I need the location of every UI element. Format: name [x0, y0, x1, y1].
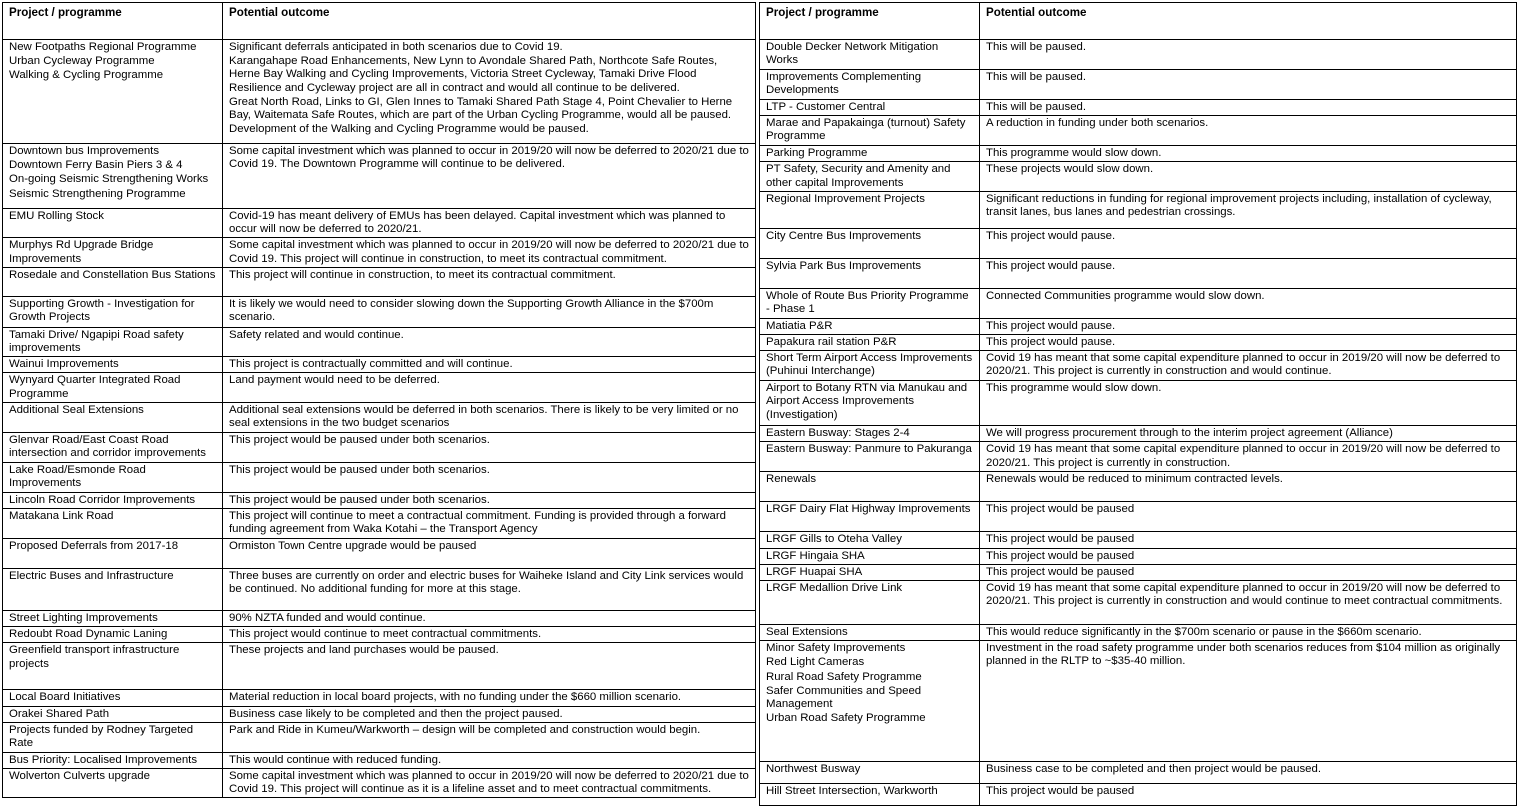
right-table — [759, 2, 1517, 806]
table-row — [760, 564, 1517, 580]
outcome-cell — [980, 641, 1517, 762]
project-name: On-going Seismic Strengthening Works — [9, 173, 209, 186]
outcome-cell — [223, 209, 756, 238]
table-row — [3, 752, 756, 768]
outcome-text: Land payment would need to be deferred. — [229, 374, 440, 387]
project-name: Electric Buses and Infrastructure — [9, 570, 174, 583]
outcome-text: Covid 19 has meant that some capital expenditure planned to occur in 2019/20 will now be deferred to 2020/21. This project is currently in construction and would continue. — [986, 352, 1501, 378]
table-row — [3, 357, 756, 373]
outcome-cell — [980, 146, 1517, 162]
project-cell — [3, 40, 223, 144]
table-row — [760, 335, 1517, 351]
project-name: Walking & Cycling Programme — [9, 69, 164, 82]
outcome-cell — [980, 191, 1517, 228]
project-cell — [760, 191, 980, 228]
table-row — [3, 267, 756, 296]
project-name: Rosedale and Constellation Bus Stations — [9, 268, 216, 281]
project-name: Parking Programme — [766, 147, 868, 160]
outcome-cell — [980, 116, 1517, 146]
project-cell — [3, 569, 223, 611]
project-cell — [3, 690, 223, 706]
project-cell — [760, 581, 980, 625]
outcome-cell — [980, 502, 1517, 532]
table-row — [760, 351, 1517, 381]
outcome-text: A reduction in funding under both scenarios. — [986, 117, 1209, 130]
outcome-text: Covid 19 has meant that some capital expenditure planned to occur in 2019/20 will now be deferred to 2020/21. This project is currently in construction. — [986, 443, 1501, 469]
outcome-cell — [223, 569, 756, 611]
outcome-text: Renewals would be reduced to minimum contracted levels. — [986, 473, 1283, 486]
project-cell — [3, 539, 223, 569]
project-name: Short Term Airport Access Improvements (Puhinui Interchange) — [766, 352, 973, 378]
table-row — [760, 70, 1517, 100]
project-cell — [760, 116, 980, 146]
project-name: Supporting Growth - Investigation for Growth Projects — [9, 297, 195, 324]
outcome-text: Development of the Walking and Cycling Programme would be paused. — [229, 123, 589, 136]
outcome-text: 90% NZTA funded and would continue. — [229, 612, 426, 625]
project-name: LRGF Medallion Drive Link — [766, 582, 903, 595]
project-name: Lincoln Road Corridor Improvements — [9, 493, 196, 506]
project-name: Eastern Busway: Stages 2-4 — [766, 427, 910, 440]
project-name: Additional Seal Extensions — [9, 403, 144, 416]
project-name: Improvements Complementing Developments — [766, 71, 922, 97]
project-cell — [760, 502, 980, 532]
project-name: Murphys Rd Upgrade Bridge Improvements — [9, 239, 154, 265]
project-cell — [760, 472, 980, 502]
outcome-cell — [223, 144, 756, 209]
outcome-text: Covid 19 has meant that some capital expenditure planned to occur in 2019/20 will now be deferred to 2020/21. This project is currently in construction and would continue to meet contractual commitments. — [986, 582, 1503, 608]
outcome-text: Investment in the road safety programme under both scenarios reduces from $104 million as originally planned in the RLTP to ~$35-40 million. — [986, 642, 1501, 668]
outcome-cell — [223, 752, 756, 768]
project-cell — [760, 70, 980, 100]
outcome-text: This project would pause. — [986, 336, 1116, 349]
project-name: Whole of Route Bus Priority Programme - Phase 1 — [766, 289, 969, 316]
project-name: LTP - Customer Central — [766, 101, 886, 113]
outcome-cell — [223, 40, 756, 144]
project-name: Downtown bus Improvements — [9, 145, 160, 157]
outcome-text: Additional seal extensions would be deferred in both scenarios. There is likely to be very limited or no seal extensions in the two budget scenarios — [229, 403, 739, 430]
project-name: Projects funded by Rodney Targeted Rate — [9, 723, 194, 750]
project-name: Double Decker Network Mitigation Works — [766, 41, 939, 67]
project-name: Bus Priority: Localised Improvements — [9, 753, 198, 766]
header-project: Project / programme — [760, 3, 980, 40]
outcome-cell — [223, 539, 756, 569]
outcome-cell — [223, 267, 756, 296]
outcome-text: This will be paused. — [986, 41, 1087, 53]
outcome-cell — [980, 762, 1517, 784]
project-name: Eastern Busway: Panmure to Pakuranga — [766, 443, 972, 456]
outcome-cell — [980, 258, 1517, 288]
project-name: Marae and Papakainga (turnout) Safety Programme — [766, 117, 966, 143]
project-cell — [760, 162, 980, 191]
project-name: Proposed Deferrals from 2017-18 — [9, 540, 179, 553]
outcome-cell — [223, 643, 756, 690]
project-name: EMU Rolling Stock — [9, 210, 104, 222]
header-row — [3, 3, 756, 40]
table-row — [3, 706, 756, 722]
outcome-text: Great North Road, Links to GI, Glen Innes to Tamaki Shared Path Stage 4, Point Chevalier to Herne Bay, Waitemata Safe Routes, which are part of the Urban Cycling Programme, would all be paused. — [229, 95, 733, 122]
table-row — [3, 627, 756, 643]
project-name: Orakei Shared Path — [9, 707, 110, 720]
outcome-text: This project would pause. — [986, 229, 1116, 242]
outcome-text: Business case likely to be completed and then the project paused. — [229, 707, 563, 720]
outcome-cell — [980, 625, 1517, 641]
project-name: Wynyard Quarter Integrated Road Programme — [9, 374, 181, 400]
outcome-text: This project will continue in construction, to meet its contractual commitment. — [229, 268, 616, 281]
outcome-text: Some capital investment which was planned to occur in 2019/20 will now be deferred to 2020/21 due to Covid 19. The Downtown Programme will continue to be delivered. — [229, 145, 749, 171]
project-name: Redoubt Road Dynamic Laning — [9, 628, 168, 641]
outcome-cell — [980, 228, 1517, 258]
table-row — [760, 228, 1517, 258]
project-name: New Footpaths Regional Programme — [9, 41, 197, 53]
outcome-text: This will be paused. — [986, 71, 1087, 83]
outcome-cell — [223, 706, 756, 722]
project-cell — [760, 100, 980, 116]
outcome-text: Some capital investment which was planned to occur in 2019/20 will now be deferred to 2020/21 due to Covid 19. This project will continue as it is a lifeline asset and to meet contractual commitments. — [229, 770, 749, 796]
project-cell — [3, 611, 223, 627]
project-name: Local Board Initiatives — [9, 691, 121, 704]
outcome-cell — [223, 492, 756, 508]
table-row — [760, 625, 1517, 641]
outcome-text: It is likely we would need to consider slowing down the Supporting Growth Alliance in the $700m scenario. — [229, 297, 714, 324]
project-cell — [3, 769, 223, 798]
outcome-text: This project is contractually committed and will continue. — [229, 358, 513, 371]
project-cell — [3, 706, 223, 722]
outcome-text: This programme would slow down. — [986, 147, 1162, 160]
project-name: Urban Road Safety Programme — [766, 712, 926, 725]
outcome-cell — [980, 472, 1517, 502]
table-row — [760, 784, 1517, 806]
outcome-text: This project will continue to meet a contractual commitment. Funding is provided through a forward funding agreement from Waka Kotahi – the Transport Agency — [229, 510, 726, 536]
project-cell — [3, 492, 223, 508]
outcome-text: This project would be paused — [986, 503, 1135, 516]
outcome-cell — [980, 351, 1517, 381]
outcome-cell — [980, 564, 1517, 580]
outcome-text: Connected Communities programme would slow down. — [986, 289, 1265, 302]
project-name: Matiatia P&R — [766, 319, 833, 332]
project-name: Glenvar Road/East Coast Road intersection and corridor improvements — [9, 433, 206, 460]
table-row — [760, 641, 1517, 762]
project-name: Urban Cycleway Programme — [9, 55, 155, 68]
outcome-cell — [980, 318, 1517, 334]
project-name: Regional Improvement Projects — [766, 192, 925, 205]
outcome-text: Karangahape Road Enhancements, New Lynn to Avondale Shared Path, Northcote Safe Routes, Herne Bay Walking and Cycling Improvements, Victoria Street Cycleway, Tamaki Drive Flood Resilience and Cycleway project are all in contract and would all continue to be delivered. — [229, 55, 718, 94]
table-row — [3, 611, 756, 627]
outcome-cell — [223, 373, 756, 402]
outcome-text: This project would be paused under both scenarios. — [229, 463, 490, 476]
outcome-text: Material reduction in local board projects, with no funding under the $660 million scenario. — [229, 691, 682, 704]
outcome-cell — [223, 357, 756, 373]
project-cell — [3, 462, 223, 492]
outcome-text: This would reduce significantly in the $700m scenario or pause in the $660m scenario. — [986, 626, 1422, 639]
outcome-cell — [980, 381, 1517, 426]
outcome-text: This project would be paused — [986, 785, 1135, 798]
project-name: Papakura rail station P&R — [766, 336, 897, 349]
outcome-cell — [980, 335, 1517, 351]
table-row — [760, 116, 1517, 146]
header-project: Project / programme — [3, 3, 223, 40]
table-row — [3, 690, 756, 706]
outcome-cell — [223, 327, 756, 356]
table-row — [3, 402, 756, 432]
table-row — [3, 492, 756, 508]
project-name: Hill Street Intersection, Warkworth — [766, 785, 938, 798]
outcome-cell — [980, 162, 1517, 191]
outcome-text: This project would continue to meet contractual commitments. — [229, 628, 542, 641]
project-cell — [3, 402, 223, 432]
project-cell — [3, 373, 223, 402]
outcome-text: Significant reductions in funding for regional improvement projects including, installation of cycleway, transit lanes, bus lanes and pedestrian crossings. — [986, 192, 1492, 219]
project-name: Matakana Link Road — [9, 510, 114, 523]
project-cell — [760, 548, 980, 564]
project-cell — [760, 146, 980, 162]
project-name: LRGF Hingaia SHA — [766, 549, 865, 562]
project-cell — [3, 752, 223, 768]
project-cell — [3, 432, 223, 462]
table-row — [760, 258, 1517, 288]
outcome-text: This project would be paused under both scenarios. — [229, 433, 490, 446]
project-name: Northwest Busway — [766, 763, 861, 776]
project-name: Greenfield transport infrastructure projects — [9, 644, 180, 670]
outcome-text: This will be paused. — [986, 101, 1087, 113]
outcome-cell — [223, 432, 756, 462]
project-cell — [3, 627, 223, 643]
project-name: PT Safety, Security and Amenity and other capital Improvements — [766, 163, 951, 189]
outcome-text: Covid-19 has meant delivery of EMUs has been delayed. Capital investment which was planned to occur will now be deferred to 2020/21. — [229, 210, 726, 236]
outcome-cell — [980, 100, 1517, 116]
header-outcome: Potential outcome — [223, 3, 756, 40]
project-name: LRGF Huapai SHA — [766, 565, 863, 578]
project-cell — [3, 296, 223, 327]
outcome-cell — [223, 722, 756, 752]
project-cell — [3, 209, 223, 238]
project-cell — [3, 509, 223, 539]
project-cell — [3, 722, 223, 752]
project-cell — [760, 228, 980, 258]
outcome-cell — [980, 581, 1517, 625]
table-row — [760, 162, 1517, 191]
table-row — [3, 643, 756, 690]
outcome-cell — [223, 296, 756, 327]
table-row — [760, 426, 1517, 442]
outcome-text: This project would pause. — [986, 319, 1116, 332]
project-name: Renewals — [766, 473, 817, 486]
outcome-text: These projects would slow down. — [986, 163, 1154, 176]
table-row — [3, 722, 756, 752]
project-name: Wolverton Culverts upgrade — [9, 770, 150, 783]
table-row — [3, 238, 756, 267]
project-cell — [3, 643, 223, 690]
table-row — [760, 318, 1517, 334]
table-row — [760, 548, 1517, 564]
project-cell — [760, 288, 980, 318]
outcome-text: This project would be paused under both scenarios. — [229, 493, 490, 506]
table-row — [3, 296, 756, 327]
table-row — [760, 502, 1517, 532]
outcome-cell — [980, 442, 1517, 472]
project-cell — [760, 641, 980, 762]
project-cell — [760, 426, 980, 442]
table-row — [760, 581, 1517, 625]
project-cell — [3, 144, 223, 209]
project-cell — [760, 351, 980, 381]
outcome-text: This programme would slow down. — [986, 382, 1162, 395]
project-cell — [760, 335, 980, 351]
project-name: Street Lighting Improvements — [9, 612, 158, 625]
table-row — [760, 381, 1517, 426]
project-name: Sylvia Park Bus Improvements — [766, 259, 922, 272]
project-name: Tamaki Drive/ Ngapipi Road safety improvements — [9, 328, 184, 355]
outcome-text: Three buses are currently on order and electric buses for Waiheke Island and City Link services would be continued. No additional funding for more at this stage. — [229, 570, 744, 596]
outcome-text: This project would be paused — [986, 565, 1135, 578]
project-name: Safer Communities and Speed Management — [766, 684, 922, 711]
outcome-cell — [223, 402, 756, 432]
outcome-text: Ormiston Town Centre upgrade would be paused — [229, 540, 477, 553]
left-table — [2, 2, 756, 798]
outcome-cell — [980, 288, 1517, 318]
project-name: Downtown Ferry Basin Piers 3 & 4 — [9, 159, 183, 172]
outcome-cell — [223, 611, 756, 627]
project-cell — [3, 238, 223, 267]
table-row — [3, 432, 756, 462]
outcome-cell — [223, 238, 756, 267]
table-row — [3, 462, 756, 492]
project-cell — [760, 762, 980, 784]
table-row — [3, 509, 756, 539]
outcome-text: This would continue with reduced funding. — [229, 753, 442, 766]
project-name: Seal Extensions — [766, 626, 848, 639]
outcome-cell — [980, 426, 1517, 442]
project-name: LRGF Gills to Oteha Valley — [766, 533, 902, 546]
outcome-cell — [980, 784, 1517, 806]
project-cell — [760, 625, 980, 641]
table-row — [760, 146, 1517, 162]
table-row — [3, 144, 756, 209]
project-cell — [760, 381, 980, 426]
header-row — [760, 3, 1517, 40]
table-row — [3, 769, 756, 798]
outcome-text: Some capital investment which was planned to occur in 2019/20 will now be deferred to 2020/21 due to Covid 19. This project will continue in construction, to meet its contractual commitment. — [229, 239, 749, 265]
outcome-cell — [980, 70, 1517, 100]
project-cell — [3, 267, 223, 296]
project-name: Seismic Strengthening Programme — [9, 187, 186, 200]
outcome-cell — [980, 40, 1517, 70]
table-row — [760, 472, 1517, 502]
right-table-body — [760, 40, 1517, 806]
project-cell — [760, 564, 980, 580]
outcome-cell — [223, 627, 756, 643]
project-name: Rural Road Safety Programme — [766, 670, 922, 683]
outcome-text: These projects and land purchases would be paused. — [229, 644, 499, 657]
table-row — [3, 539, 756, 569]
table-row — [3, 209, 756, 238]
outcome-text: This project would pause. — [986, 259, 1116, 272]
project-name: Minor Safety Improvements — [766, 642, 906, 655]
table-row — [760, 100, 1517, 116]
table-row — [760, 532, 1517, 548]
table-row — [3, 327, 756, 356]
outcome-cell — [980, 548, 1517, 564]
project-cell — [760, 40, 980, 70]
project-cell — [3, 357, 223, 373]
table-row — [760, 442, 1517, 472]
table-row — [3, 373, 756, 402]
outcome-cell — [223, 690, 756, 706]
outcome-text: Park and Ride in Kumeu/Warkworth – design will be completed and construction would begin. — [229, 723, 701, 736]
project-cell — [3, 327, 223, 356]
project-name: Lake Road/Esmonde Road Improvements — [9, 463, 146, 490]
table-row — [3, 569, 756, 611]
outcome-text: Business case to be completed and then project would be paused. — [986, 763, 1321, 776]
project-cell — [760, 318, 980, 334]
project-name: LRGF Dairy Flat Highway Improvements — [766, 503, 971, 516]
table-row — [760, 191, 1517, 228]
header-outcome: Potential outcome — [980, 3, 1517, 40]
project-cell — [760, 442, 980, 472]
table-row — [760, 288, 1517, 318]
project-name: Airport to Botany RTN via Manukau and Airport Access Improvements (Investigation) — [766, 382, 968, 421]
left-table-body — [3, 40, 756, 798]
outcome-text: Significant deferrals anticipated in both scenarios due to Covid 19. — [229, 41, 563, 53]
project-cell — [760, 258, 980, 288]
outcome-text: This project would be paused — [986, 533, 1135, 546]
outcome-cell — [223, 769, 756, 798]
project-name: Wainui Improvements — [9, 358, 119, 371]
project-name: City Centre Bus Improvements — [766, 229, 922, 242]
table-row — [3, 40, 756, 144]
table-row — [760, 762, 1517, 784]
project-cell — [760, 532, 980, 548]
outcome-text: Safety related and would continue. — [229, 328, 404, 341]
outcome-cell — [980, 532, 1517, 548]
project-name: Red Light Cameras — [766, 656, 865, 669]
outcome-text: We will progress procurement through to the interim project agreement (Alliance) — [986, 427, 1393, 440]
outcome-cell — [223, 509, 756, 539]
outcome-cell — [223, 462, 756, 492]
outcome-text: This project would be paused — [986, 549, 1135, 562]
project-cell — [760, 784, 980, 806]
table-row — [760, 40, 1517, 70]
